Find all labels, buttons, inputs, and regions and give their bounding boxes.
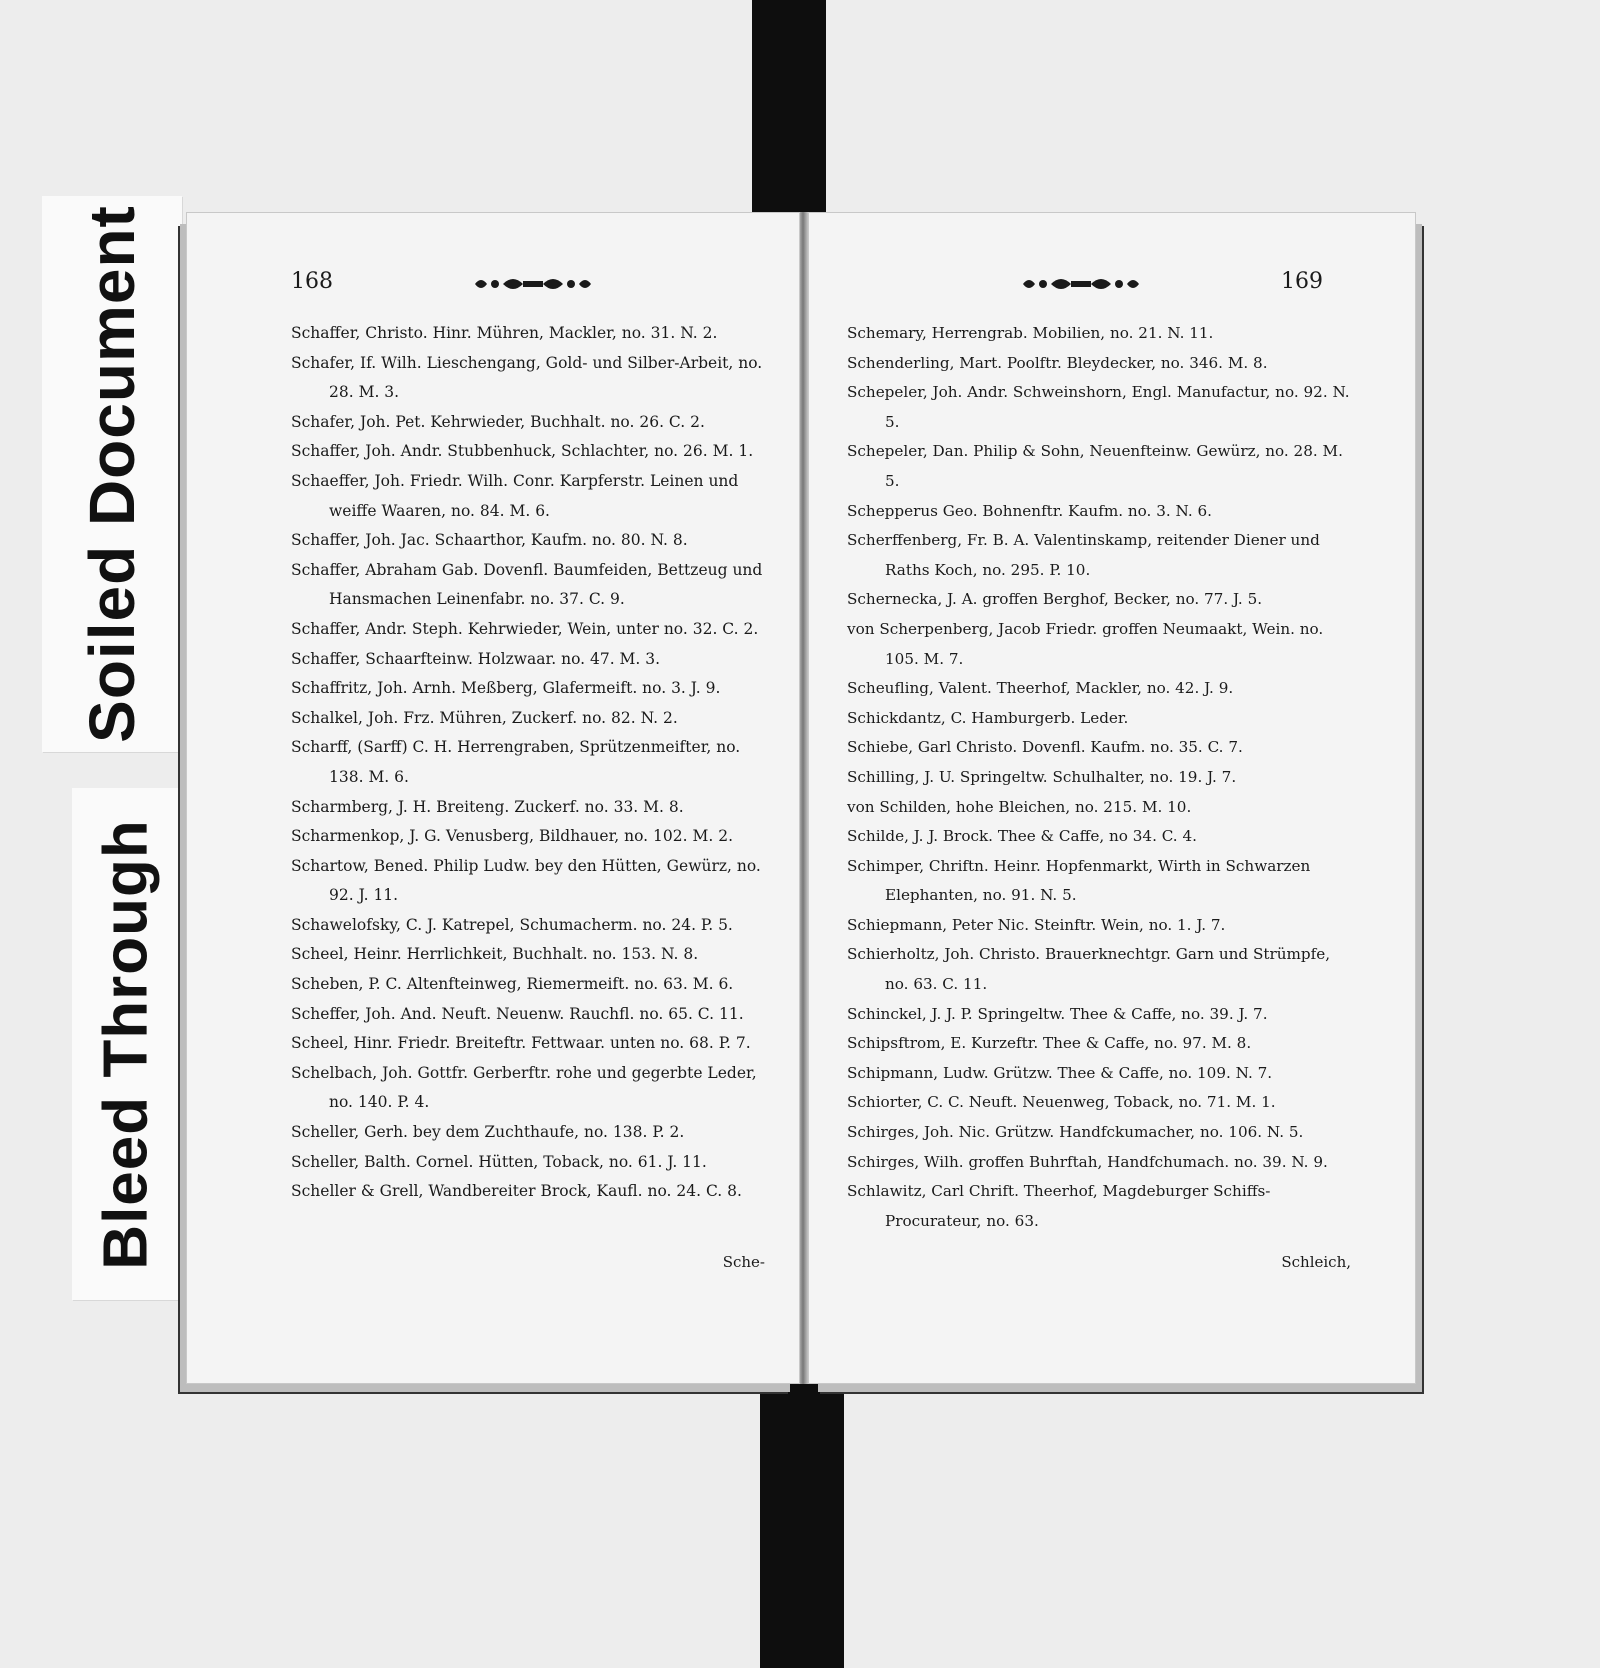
directory-entry: Schipmann, Ludw. Grützw. Thee & Caffe, no. 109. N. 7. bbox=[847, 1063, 1273, 1082]
directory-entry: Scheben, P. C. Altenfteinweg, Riemermeift. no. 63. M. 6. bbox=[291, 975, 734, 994]
page-number: 169 bbox=[1281, 269, 1323, 294]
directory-entry: Scheffer, Joh. And. Neuft. Neuenw. Rauchfl. no. 65. C. 11. bbox=[291, 1004, 744, 1023]
directory-entry: Schaffritz, Joh. Arnh. Meßberg, Glafermeift. no. 3. J. 9. bbox=[291, 679, 721, 698]
directory-entry: Scheller & Grell, Wandbereiter Brock, Kaufl. no. 24. C. 8. bbox=[291, 1182, 742, 1201]
directory-entry: Scheller, Balth. Cornel. Hütten, Toback, no. 61. J. 11. bbox=[291, 1152, 707, 1171]
directory-entry: Schelbach, Joh. Gottfr. Gerberftr. rohe und gegerbte Leder, no. 140. P. 4. bbox=[291, 1063, 757, 1112]
left-entries-list bbox=[291, 319, 771, 1207]
directory-entry: Schaffer, Joh. Jac. Schaarthor, Kaufm. no. 80. N. 8. bbox=[291, 531, 688, 550]
directory-entry: Scharmenkop, J. G. Venusberg, Bildhauer, no. 102. M. 2. bbox=[291, 827, 733, 846]
soiled-document-text: Soiled Document bbox=[76, 205, 148, 743]
tape-strip-top bbox=[752, 0, 826, 218]
directory-entry: Scharmberg, J. H. Breiteng. Zuckerf. no. 33. M. 8. bbox=[291, 797, 684, 816]
directory-entry: Schenderling, Mart. Poolftr. Bleydecker, no. 346. M. 8. bbox=[847, 353, 1268, 372]
catchword: Schleich, bbox=[1281, 1253, 1351, 1271]
directory-entry: Schilling, J. U. Springeltw. Schulhalter, no. 19. J. 7. bbox=[847, 767, 1237, 786]
directory-entry: Schirges, Joh. Nic. Grützw. Handfckumacher, no. 106. N. 5. bbox=[847, 1123, 1304, 1142]
soiled-document-label bbox=[42, 196, 182, 752]
directory-entry: Schilde, J. J. Brock. Thee & Caffe, no 34. C. 4. bbox=[847, 827, 1197, 846]
directory-entry: Schawelofsky, C. J. Katrepel, Schumacherm. no. 24. P. 5. bbox=[291, 915, 733, 934]
fleuron-ornament-icon bbox=[473, 273, 593, 295]
directory-entry: Scherffenberg, Fr. B. A. Valentinskamp, reitender Diener und Raths Koch, no. 295. P. 10. bbox=[847, 531, 1320, 579]
directory-entry: Schiepmann, Peter Nic. Steinftr. Wein, no. 1. J. 7. bbox=[847, 915, 1226, 934]
directory-entry: Schaffer, Abraham Gab. Dovenfl. Baumfeiden, Bettzeug und Hansmachen Leinenfabr. no. 37. C. 9. bbox=[291, 560, 763, 609]
directory-entry: Schaeffer, Joh. Friedr. Wilh. Conr. Karpferstr. Leinen und weiffe Waaren, no. 84. M. 6. bbox=[291, 471, 739, 520]
directory-entry: Schepperus Geo. Bohnenftr. Kaufm. no. 3. N. 6. bbox=[847, 501, 1212, 520]
directory-entry: Schalkel, Joh. Frz. Mühren, Zuckerf. no. 82. N. 2. bbox=[291, 708, 678, 727]
right-page bbox=[808, 212, 1416, 1384]
directory-entry: Schirges, Wilh. groffen Buhrftah, Handfchumach. no. 39. N. 9. bbox=[847, 1152, 1328, 1171]
directory-entry: Schinckel, J. J. P. Springeltw. Thee & Caffe, no. 39. J. 7. bbox=[847, 1004, 1268, 1023]
bleed-through-label bbox=[72, 788, 180, 1300]
directory-entry: Schepeler, Joh. Andr. Schweinshorn, Engl. Manufactur, no. 92. N. 5. bbox=[847, 383, 1350, 431]
directory-entry: Scharff, (Sarff) C. H. Herrengraben, Sprützenmeifter, no. 138. M. 6. bbox=[291, 738, 741, 786]
directory-entry: Schepeler, Dan. Philip & Sohn, Neuenfteinw. Gewürz, no. 28. M. 5. bbox=[847, 442, 1343, 490]
directory-entry: Schafer, Joh. Pet. Kehrwieder, Buchhalt. no. 26. C. 2. bbox=[291, 412, 705, 431]
directory-entry: Scheller, Gerh. bey dem Zuchthaufe, no. 138. P. 2. bbox=[291, 1123, 685, 1142]
directory-entry: Schlawitz, Carl Chrift. Theerhof, Magdeburger Schiffs-Procurateur, no. 63. bbox=[847, 1182, 1271, 1230]
directory-entry: Schaffer, Andr. Steph. Kehrwieder, Wein, unter no. 32. C. 2. bbox=[291, 619, 759, 638]
directory-entry: Scheufling, Valent. Theerhof, Mackler, no. 42. J. 9. bbox=[847, 679, 1234, 698]
directory-entry: Schimper, Chriftn. Heinr. Hopfenmarkt, Wirth in Schwarzen Elephanten, no. 91. N. 5. bbox=[847, 856, 1311, 905]
catchword: Sche- bbox=[722, 1253, 765, 1271]
right-entries-list bbox=[847, 319, 1357, 1236]
directory-entry: Schiebe, Garl Christo. Dovenfl. Kaufm. no. 35. C. 7. bbox=[847, 738, 1243, 757]
directory-entry: Schafer, If. Wilh. Lieschengang, Gold- und Silber-Arbeit, no. 28. M. 3. bbox=[291, 353, 763, 402]
directory-entry: von Scherpenberg, Jacob Friedr. groffen Neumaakt, Wein. no. 105. M. 7. bbox=[847, 619, 1324, 668]
directory-entry: Schickdantz, C. Hamburgerb. Leder. bbox=[847, 708, 1129, 727]
directory-entry: Scheel, Heinr. Herrlichkeit, Buchhalt. no. 153. N. 8. bbox=[291, 945, 699, 964]
bleed-through-text: Bleed Through bbox=[91, 818, 161, 1270]
directory-entry: Schaffer, Christo. Hinr. Mühren, Mackler, no. 31. N. 2. bbox=[291, 324, 718, 342]
fleuron-ornament-icon bbox=[1021, 273, 1141, 295]
left-page bbox=[186, 212, 800, 1384]
directory-entry: Schipsftrom, E. Kurzeftr. Thee & Caffe, no. 97. M. 8. bbox=[847, 1034, 1252, 1053]
directory-entry: von Schilden, hohe Bleichen, no. 215. M. 10. bbox=[847, 797, 1192, 816]
directory-entry: Schiorter, C. C. Neuft. Neuenweg, Toback, no. 71. M. 1. bbox=[847, 1093, 1276, 1112]
directory-entry: Schaffer, Joh. Andr. Stubbenhuck, Schlachter, no. 26. M. 1. bbox=[291, 442, 754, 461]
directory-entry: Schernecka, J. A. groffen Berghof, Becker, no. 77. J. 5. bbox=[847, 590, 1263, 609]
directory-entry: Schartow, Bened. Philip Ludw. bey den Hütten, Gewürz, no. 92. J. 11. bbox=[291, 856, 761, 905]
tape-strip-bottom bbox=[760, 1372, 844, 1668]
page-number: 168 bbox=[291, 269, 333, 294]
directory-entry: Schemary, Herrengrab. Mobilien, no. 21. N. 11. bbox=[847, 324, 1214, 342]
directory-entry: Schaffer, Schaarfteinw. Holzwaar. no. 47. M. 3. bbox=[291, 649, 661, 668]
directory-entry: Scheel, Hinr. Friedr. Breiteftr. Fettwaar. unten no. 68. P. 7. bbox=[291, 1034, 751, 1053]
directory-entry: Schierholtz, Joh. Christo. Brauerknechtgr. Garn und Strümpfe, no. 63. C. 11. bbox=[847, 945, 1331, 994]
